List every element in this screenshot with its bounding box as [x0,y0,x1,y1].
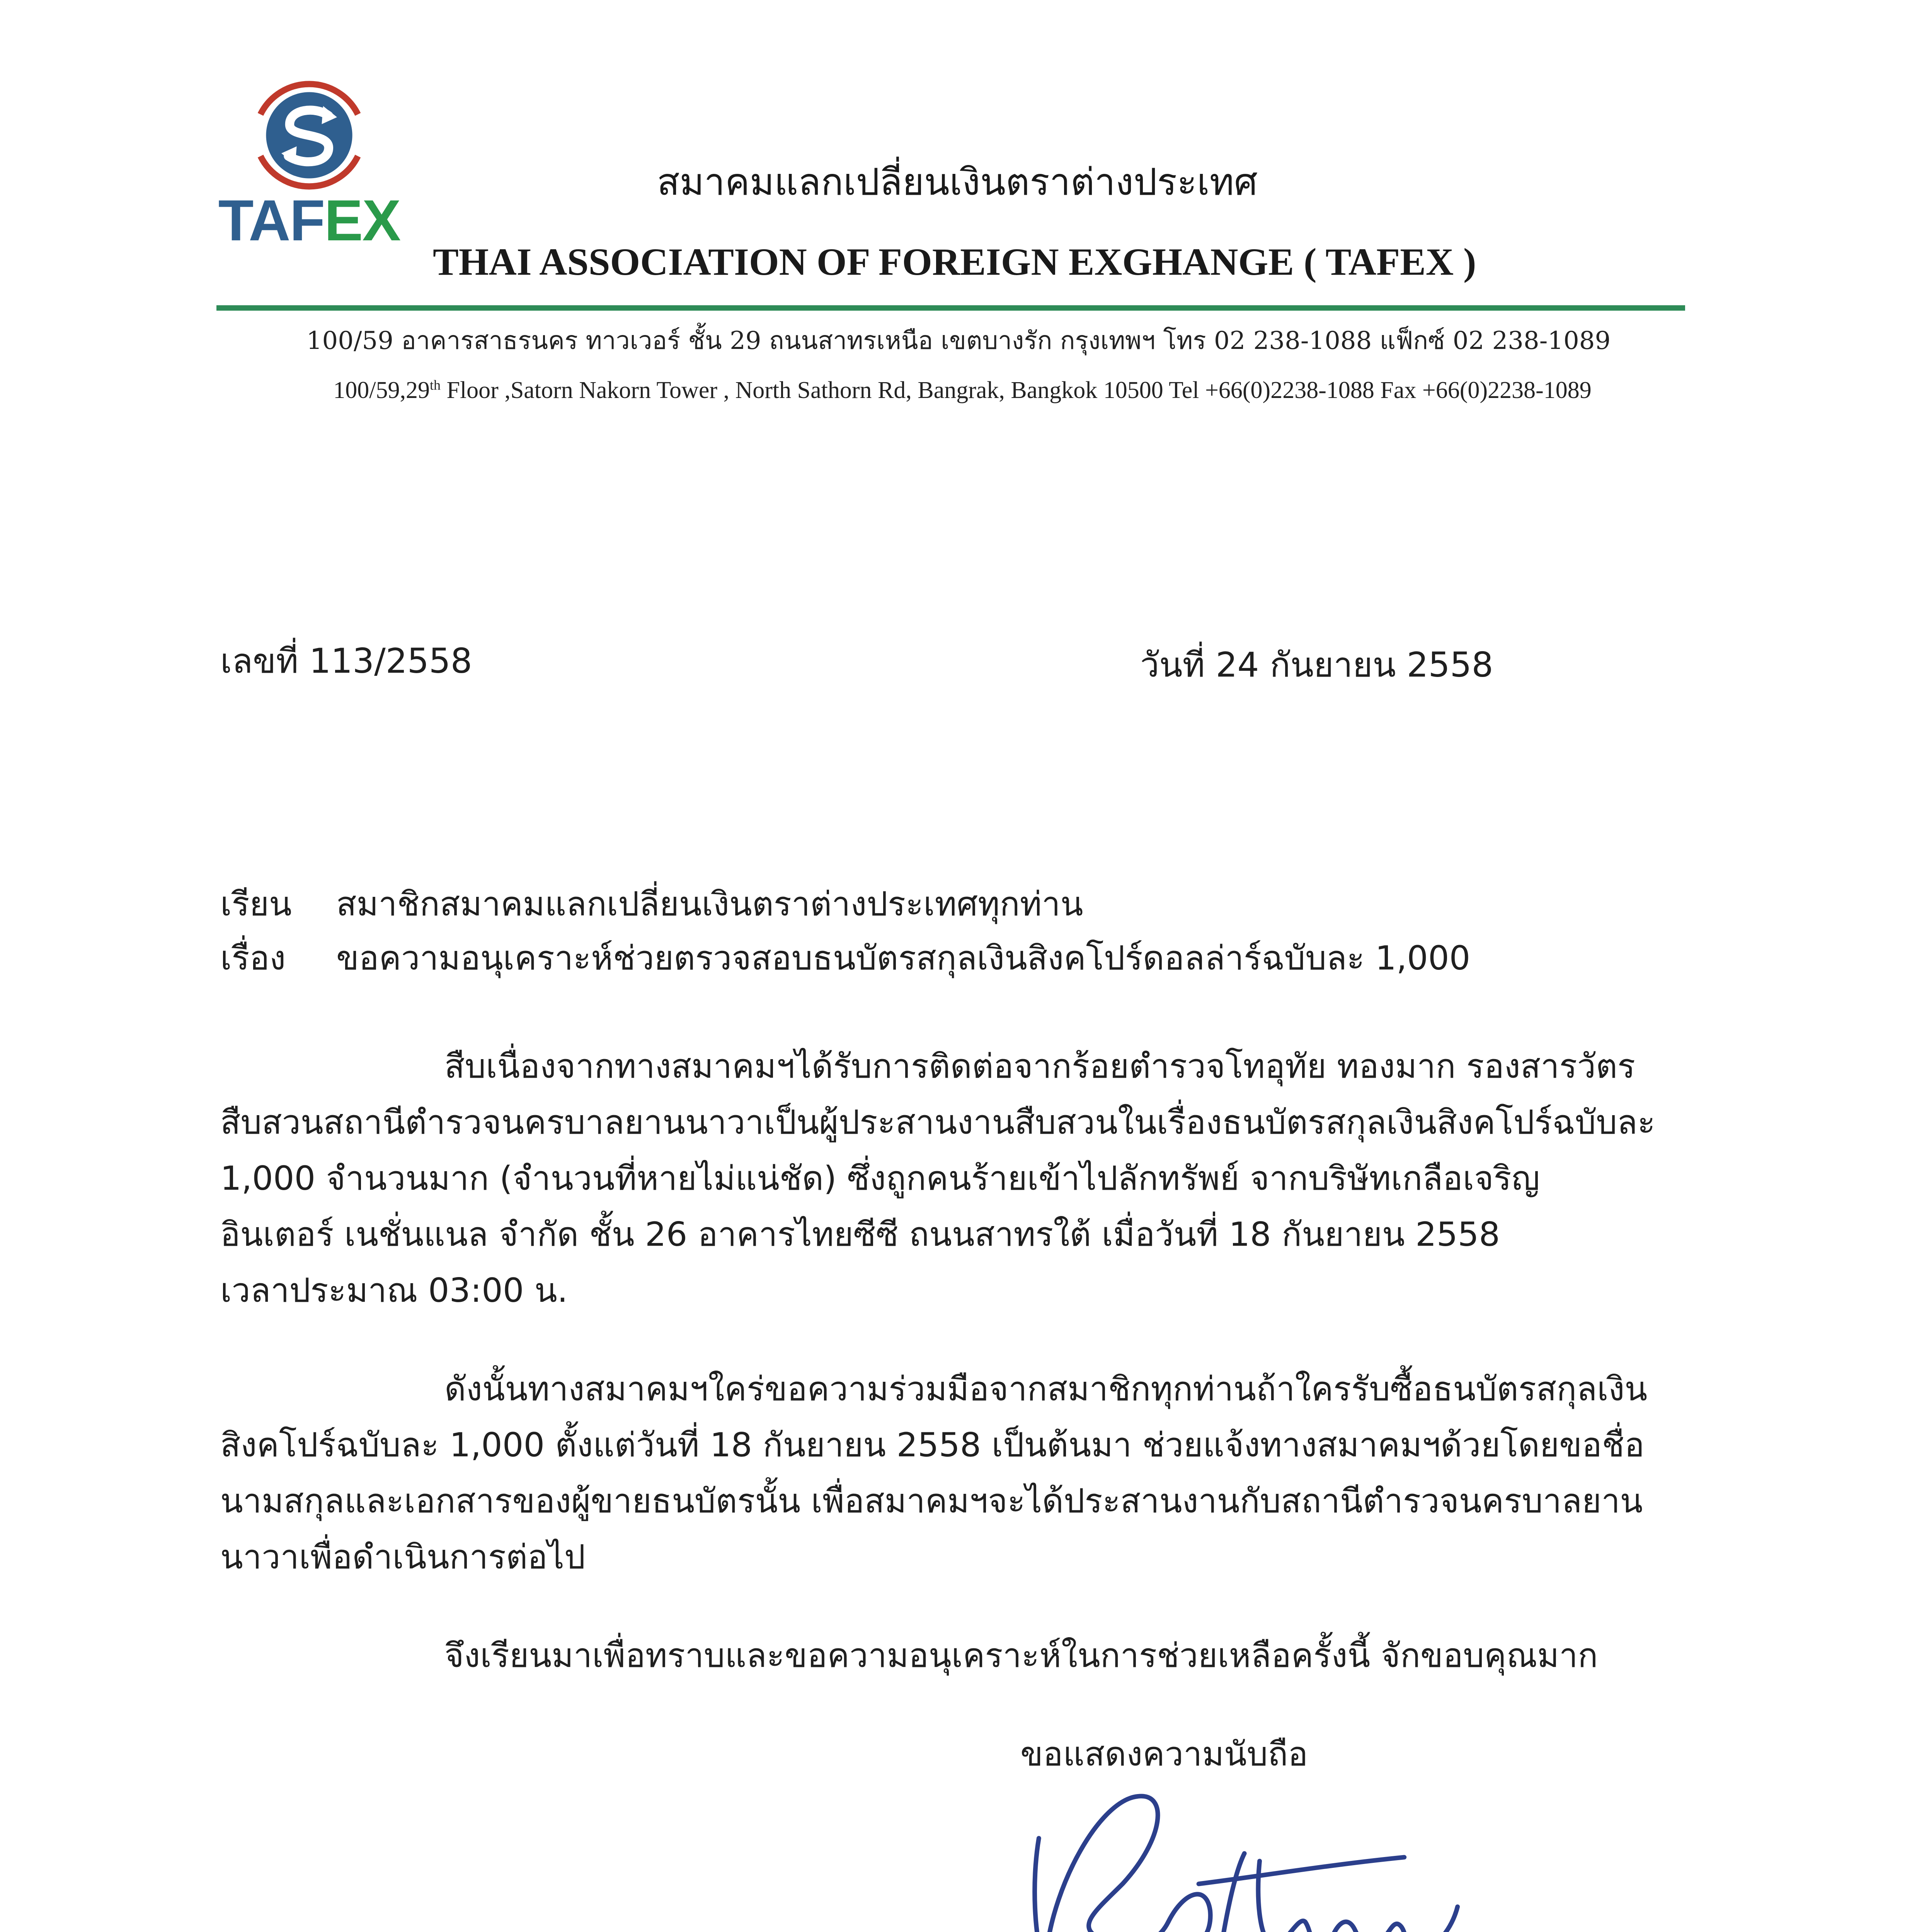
body-paragraph-2-line: สิงคโปร์ฉบับละ 1,000 ตั้งแต่วันที่ 18 กันยายน 2558 เป็นต้นมา ช่วยแจ้งทางสมาคมฯด้วยโดยขอชื่อ [220,1426,1645,1464]
addressee-row [220,877,1083,930]
addressee-value: สมาชิกสมาคมแลกเปลี่ยนเงินตราต่างประเทศทุกท่าน [336,885,1083,923]
subject-row [220,931,1470,984]
body-paragraph-2-line: ดังนั้นทางสมาคมฯใคร่ขอความร่วมมือจากสมาชิกทุกท่านถ้าใครรับซื้อธนบัตรสกุลเงิน [444,1370,1648,1408]
reference-number: เลขที่ 113/2558 [220,641,472,681]
addressee-label: เรียน [220,885,292,923]
currency-exchange-icon [240,66,379,205]
body-paragraph-2-line: นามสกุลและเอกสารของผู้ขายธนบัตรนั้น เพื่อสมาคมฯจะได้ประสานงานกับสถานีตำรวจนครบาลยาน [220,1482,1643,1520]
address-english: 100/59,29th Floor ,Satorn Nakorn Tower , North Sathorn Rd, Bangrak, Bangkok 10500 Tel +66(0)2238-1088 Fax +66(0)2238-1089 [333,377,1592,403]
body-paragraph-1-line: สืบสวนสถานีตำรวจนครบาลยานนาวาเป็นผู้ประสานงานสืบสวนในเรื่องธนบัตรสกุลเงินสิงคโปร์ฉบับละ [220,1103,1655,1142]
subject-label: เรื่อง [220,939,286,978]
body-paragraph-2-line: นาวาเพื่อดำเนินการต่อไป [220,1538,586,1577]
document-date: วันที่ 24 กันยายน 2558 [1140,645,1493,685]
subject-value: ขอความอนุเคราะห์ช่วยตรวจสอบธนบัตรสกุลเงินสิงคโปร์ดอลล่าร์ฉบับละ 1,000 [336,939,1471,978]
tafex-logo [216,66,402,259]
organization-name-english: THAI ASSOCIATION OF FOREIGN EXGHANGE ( TAFEX ) [433,240,1476,283]
body-paragraph-1-line: เวลาประมาณ 03:00 น. [220,1271,568,1310]
handwritten-signature [1005,1770,1469,1932]
closing-salutation: ขอแสดงความนับถือ [1020,1735,1308,1774]
header-divider [216,305,1685,311]
logo-wordmark: TAFEX [218,188,400,253]
body-paragraph-1-line: สืบเนื่องจากทางสมาคมฯได้รับการติดต่อจากร้อยตำรวจโทอุทัย ทองมาก รองสารวัตร [444,1047,1636,1086]
body-paragraph-3: จึงเรียนมาเพื่อทราบและขอความอนุเคราะห์ในการช่วยเหลือครั้งนี้ จักขอบคุณมาก [444,1636,1598,1675]
body-paragraph-1-line: อินเตอร์ เนชั่นแนล จำกัด ชั้น 26 อาคารไทยซีซี ถนนสาทรใต้ เมื่อวันที่ 18 กันยายน 2558 [220,1215,1500,1254]
body-paragraph-1-line: 1,000 จำนวนมาก (จำนวนที่หายไม่แน่ชัด) ซึ่งถูกคนร้ายเข้าไปลักทรัพย์ จากบริษัทเกลือเจริญ [220,1159,1540,1198]
organization-name-thai: สมาคมแลกเปลี่ยนเงินตราต่างประเทศ [657,160,1258,204]
address-thai: 100/59 อาคารสาธรนคร ทาวเวอร์ ชั้น 29 ถนนสาทรเหนือ เขตบางรัก กรุงเทพฯ โทร 02 238-1088 แฟ็กซ์ 02 238-1089 [306,327,1611,355]
